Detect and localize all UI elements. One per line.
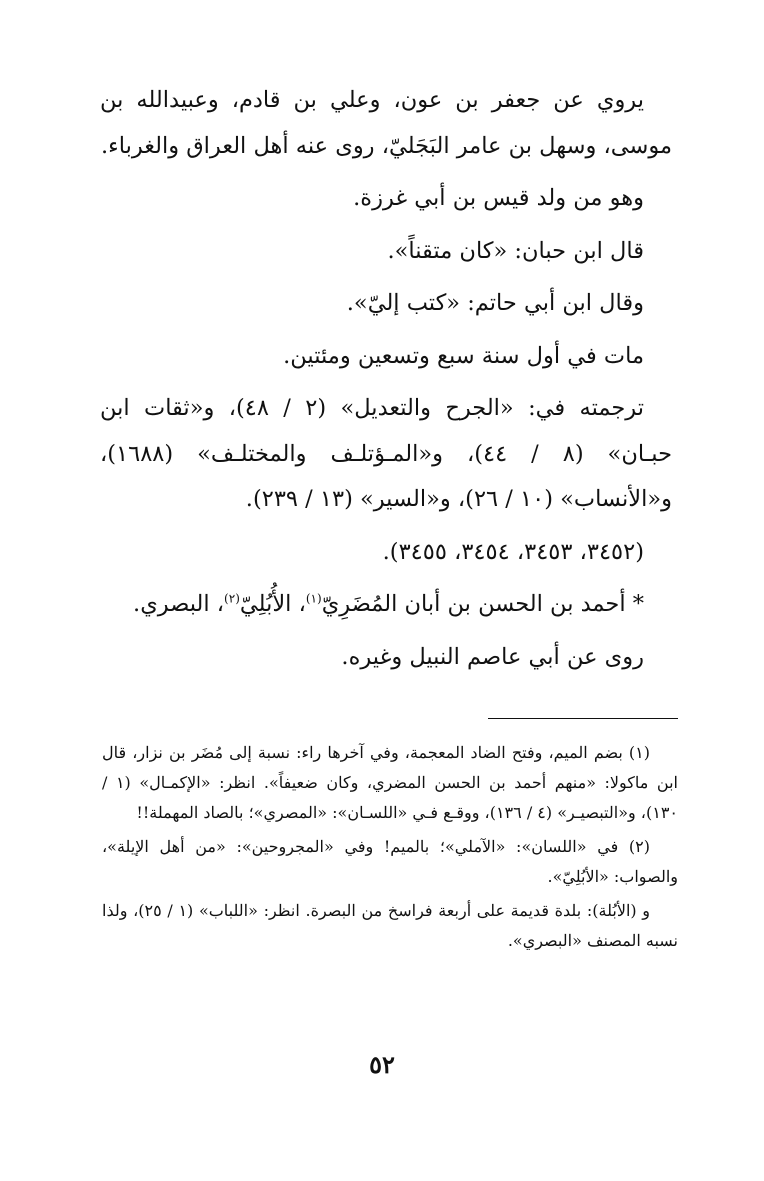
- paragraph-death: مات في أول سنة سبع وتسعين ومئتين.: [283, 342, 644, 369]
- footnote-ref-1[interactable]: (١): [305, 591, 322, 606]
- footnote-2: (٢) في «اللسان»: «الآملي»؛ بالميم! وفي «المجروحين»: «من أهل الإيلة»، والصواب: «الأبُلِيّ».: [102, 837, 678, 886]
- footnote-separator: [488, 718, 678, 719]
- paragraph-entry-numbers: (٣٤٥٢، ٣٤٥٣، ٣٤٥٤، ٣٤٥٥).: [382, 538, 644, 565]
- main-text: [100, 78, 672, 680]
- footnote-1: (١) بضم الميم، وفتح الضاد المعجمة، وفي آخرها راء: نسبة إلى مُضَر بن نزار، قال ابن ماكولا: «منهم أحمد بن الحسن المضري، وكان ضعيفاً». انظر: «الإكمـال» (١ / ١٣٠)، و«التبصيـر» (٤ / ١٣٦)، ووقـع فـي «اللسـان»: «المصري»؛ بالصاد المهملة!!: [102, 743, 678, 822]
- entry-separator: ،: [291, 591, 306, 617]
- entry-nisba: الأُبُلِيّ: [239, 591, 292, 617]
- paragraph-sources: ترجمته في: «الجرح والتعديل» (٢ / ٤٨)، و«ثقات ابن حبـان» (٨ / ٤٤)، و«المـؤتلـف والمختلـف» (١٦٨٨)، و«الأنساب» (١٠ / ٢٦)، و«السير» (١٣ / ٢٣٩).: [100, 395, 672, 512]
- page-number: ٥٢: [369, 1050, 395, 1079]
- paragraph-lineage: وهو من ولد قيس بن أبي غرزة.: [353, 185, 644, 211]
- paragraph-narrated-from: روى عن أبي عاصم النبيل وغيره.: [341, 643, 644, 670]
- paragraph-ibn-abi-hatim: وقال ابن أبي حاتم: «كتب إليّ».: [346, 290, 644, 316]
- entry-tail: ، البصري.: [133, 591, 225, 617]
- footnote-ref-2[interactable]: (٢): [224, 591, 240, 606]
- entry-heading: [100, 582, 672, 628]
- footnotes: [102, 738, 678, 956]
- paragraph-narrators: يروي عن جعفر بن عون، وعلي بن قادم، وعبيدالله بن موسى، وسهل بن عامر البَجَليّ، روى عنه أهل العراق والغرباء.: [100, 87, 672, 159]
- entry-name: أحمد بن الحسن بن أبان المُضَرِيّ: [321, 591, 626, 617]
- paragraph-ibn-hibban: قال ابن حبان: «كان متقناً».: [387, 237, 644, 264]
- entry-asterisk: *: [632, 591, 644, 617]
- footnote-2-continuation: و (الأبُلة): بلدة قديمة على أربعة فراسخ من البصرة. انظر: «اللباب» (١ / ٢٥)، ولذا نسبه المصنف «البصري».: [102, 901, 678, 950]
